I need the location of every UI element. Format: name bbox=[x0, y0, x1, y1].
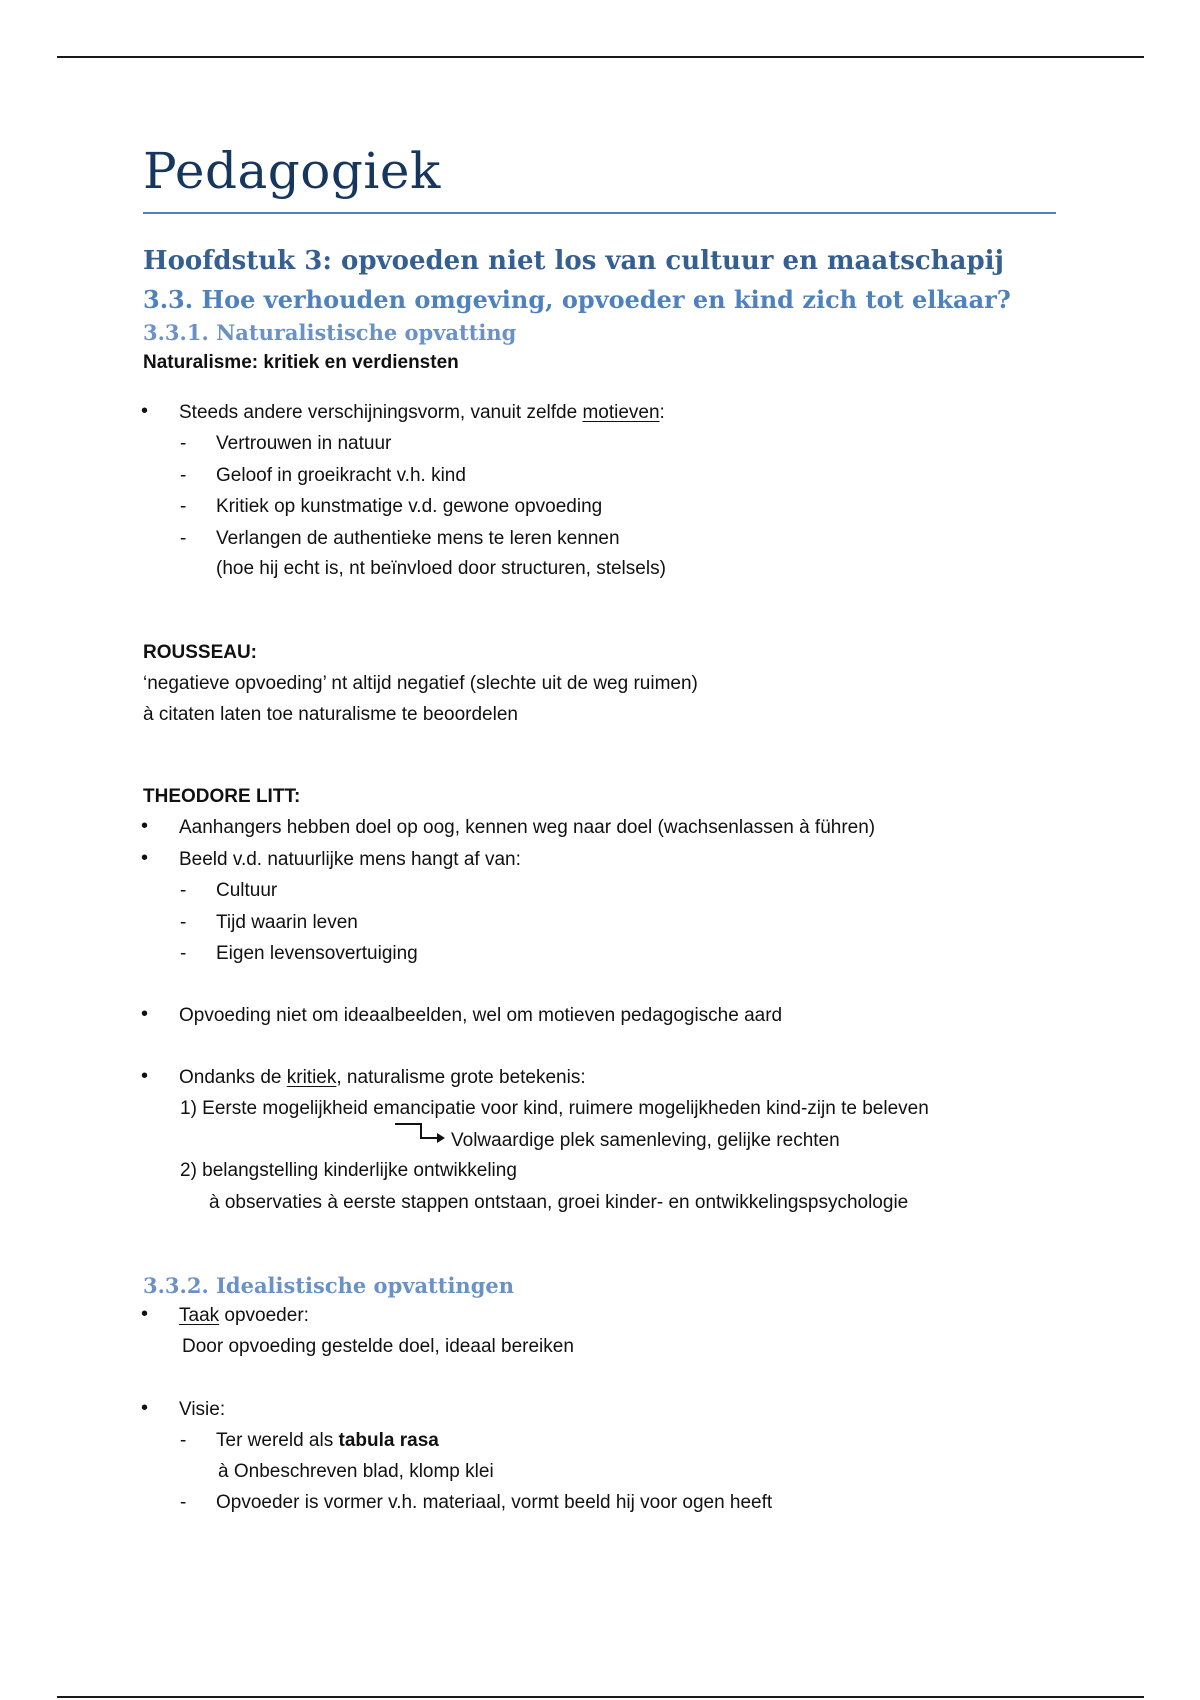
bullet-glyph: • bbox=[141, 1397, 149, 1419]
chapter-heading: Hoofdstuk 3: opvoeden niet los van cultuur en maatschapij bbox=[143, 246, 1004, 276]
section-heading: 3.3. Hoe verhouden omgeving, opvoeder en kind zich tot elkaar? bbox=[143, 285, 1011, 314]
numbered-item-1-sub: Volwaardige plek samenleving, gelijke rechten bbox=[451, 1130, 840, 1151]
bent-arrow-icon bbox=[393, 1121, 445, 1147]
litt-bullet-4-text: Ondanks de bbox=[179, 1067, 287, 1088]
ideal-bullet-1-text: opvoeder: bbox=[219, 1305, 309, 1326]
rousseau-line-1: ‘negatieve opvoeding’ nt altijd negatief (slechte uit de weg ruimen) bbox=[143, 673, 698, 694]
rousseau-line-2 bbox=[143, 704, 518, 726]
list-item: Eigen levensovertuiging bbox=[216, 943, 418, 964]
naturalisme-heading: Naturalisme: kritiek en verdiensten bbox=[143, 352, 459, 373]
list-item-continuation: (hoe hij echt is, nt beïnvloed door structuren, stelsels) bbox=[216, 558, 666, 579]
litt-bullet-4 bbox=[179, 1067, 586, 1089]
naturalisme-bullet-colon: : bbox=[659, 402, 665, 423]
arrow-glyph: à bbox=[143, 704, 154, 725]
list-item-continuation bbox=[218, 1461, 494, 1483]
numbered-item-1: 1) Eerste mogelijkheid emancipatie voor kind, ruimere mogelijkheden kind-zijn te beleven bbox=[180, 1098, 929, 1119]
subsection-heading-idealistisch: 3.3.2. Idealistische opvattingen bbox=[143, 1273, 515, 1298]
litt-bullet-1-end: führen) bbox=[809, 817, 876, 838]
arrow-glyph: à bbox=[327, 1192, 338, 1213]
list-item: Opvoeder is vormer v.h. materiaal, vormt beeld hij voor ogen heeft bbox=[216, 1492, 773, 1513]
tabula-rasa-bold: tabula rasa bbox=[338, 1430, 439, 1451]
list-item: Tijd waarin leven bbox=[216, 912, 358, 933]
ideal-bullet-1-cont: Door opvoeding gestelde doel, ideaal bereiken bbox=[182, 1336, 574, 1357]
list-item: Geloof in groeikracht v.h. kind bbox=[216, 465, 466, 486]
numbered-item-2-end: eerste stappen ontstaan, groei kinder- en ontwikkelingspsychologie bbox=[337, 1192, 909, 1213]
arrow-glyph: à bbox=[218, 1461, 229, 1482]
arrow-glyph: à bbox=[209, 1192, 220, 1213]
ideal-bullet-1 bbox=[179, 1305, 309, 1327]
dash-glyph: - bbox=[180, 1430, 187, 1451]
subsection-heading-naturalistisch: 3.3.1. Naturalistische opvatting bbox=[143, 320, 517, 345]
litt-bullet-4-end: , naturalisme grote betekenis: bbox=[336, 1067, 586, 1088]
naturalisme-bullet-text: Steeds andere verschijningsvorm, vanuit zelfde bbox=[179, 402, 583, 423]
taak-underlined: Taak bbox=[179, 1305, 220, 1326]
litt-bullet-1 bbox=[179, 817, 875, 839]
bullet-glyph: • bbox=[141, 815, 149, 837]
bullet-glyph: • bbox=[141, 1065, 149, 1087]
observaties-text: observaties bbox=[219, 1192, 328, 1213]
footer-rule bbox=[57, 1696, 1144, 1698]
dash-glyph: - bbox=[180, 943, 187, 964]
onbeschreven-text: Onbeschreven blad, klomp klei bbox=[228, 1461, 494, 1482]
bullet-glyph: • bbox=[141, 1003, 149, 1025]
motieven-underlined: motieven bbox=[582, 402, 660, 423]
dash-glyph: - bbox=[180, 912, 187, 933]
litt-heading: THEODORE LITT: bbox=[143, 786, 301, 807]
dash-glyph: - bbox=[180, 1492, 187, 1513]
list-item: Vertrouwen in natuur bbox=[216, 433, 392, 454]
naturalisme-bullet bbox=[179, 402, 665, 424]
list-item: Cultuur bbox=[216, 880, 278, 901]
list-item: Kritiek op kunstmatige v.d. gewone opvoeding bbox=[216, 496, 603, 517]
numbered-item-2-cont bbox=[209, 1192, 908, 1214]
dash-glyph: - bbox=[180, 880, 187, 901]
dash-glyph: - bbox=[180, 433, 187, 454]
bullet-glyph: • bbox=[141, 400, 149, 422]
tabula-rasa-prefix: Ter wereld als bbox=[216, 1430, 339, 1451]
numbered-item-2: 2) belangstelling kinderlijke ontwikkeling bbox=[180, 1160, 517, 1181]
page-title: Pedagogiek bbox=[143, 142, 441, 200]
list-item bbox=[216, 1430, 439, 1452]
arrow-glyph: à bbox=[799, 817, 810, 838]
rousseau-heading: ROUSSEAU: bbox=[143, 642, 258, 663]
list-item: Verlangen de authentieke mens te leren kennen bbox=[216, 528, 620, 549]
litt-bullet-1-text: Aanhangers hebben doel op oog, kennen weg naar doel (wachsenlassen bbox=[179, 817, 800, 838]
bullet-glyph: • bbox=[141, 847, 149, 869]
litt-bullet-3: Opvoeding niet om ideaalbeelden, wel om motieven pedagogische aard bbox=[179, 1005, 783, 1026]
header-rule bbox=[57, 56, 1144, 58]
kritiek-underlined: kritiek bbox=[286, 1067, 337, 1088]
bullet-glyph: • bbox=[141, 1303, 149, 1325]
dash-glyph: - bbox=[180, 465, 187, 486]
ideal-bullet-2: Visie: bbox=[179, 1399, 226, 1420]
rousseau-line-2-text: citaten laten toe naturalisme te beoordelen bbox=[153, 704, 518, 725]
dash-glyph: - bbox=[180, 496, 187, 517]
title-underline bbox=[143, 212, 1056, 214]
litt-bullet-2: Beeld v.d. natuurlijke mens hangt af van: bbox=[179, 849, 521, 870]
dash-glyph: - bbox=[180, 528, 187, 549]
